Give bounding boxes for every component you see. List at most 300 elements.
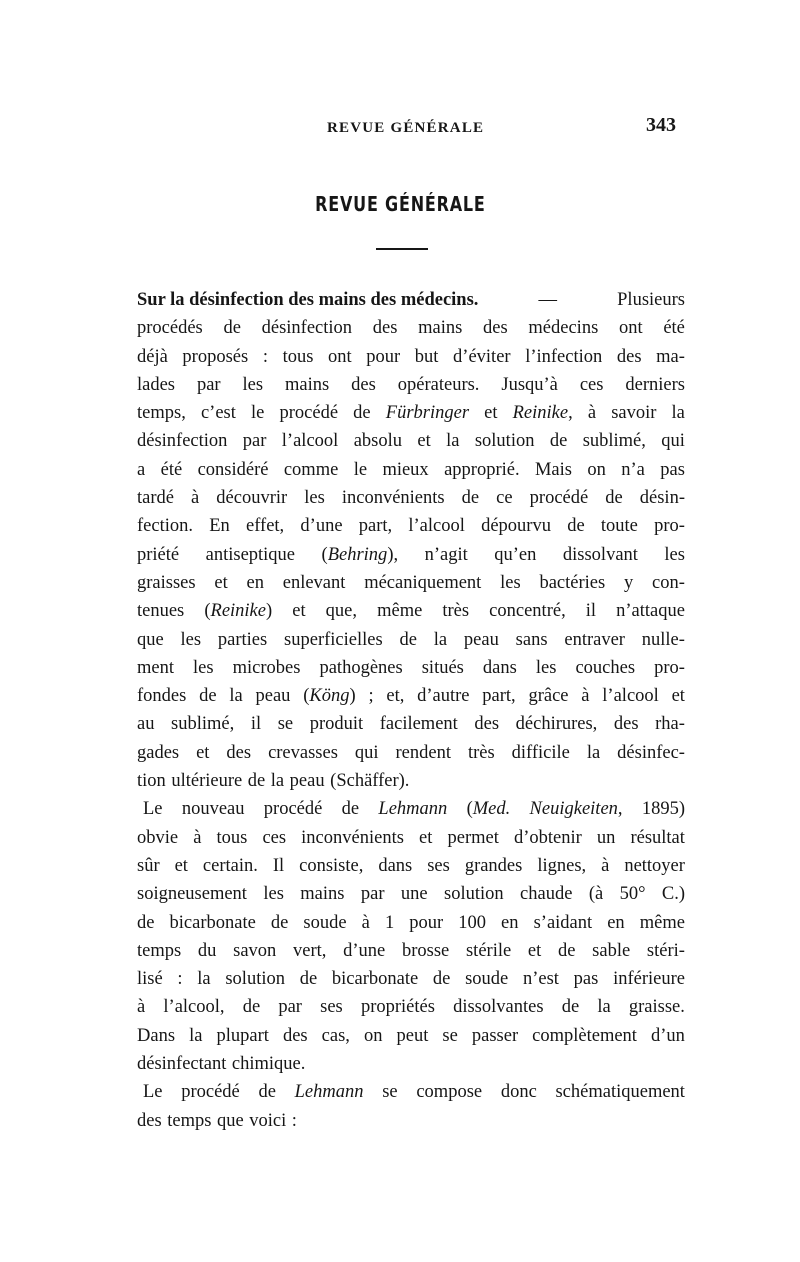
word: C.) — [661, 884, 685, 905]
word: de — [299, 969, 318, 990]
word: pas — [660, 459, 685, 480]
heading-dash: — — [538, 290, 558, 310]
word: de — [549, 431, 568, 452]
word: Lehmann — [294, 1082, 364, 1103]
text-line — [137, 314, 685, 342]
word: approprié. — [444, 459, 520, 480]
word: procédé — [279, 403, 339, 424]
word: absolu — [353, 431, 402, 452]
word: que, — [325, 601, 358, 622]
word: obvie — [137, 827, 179, 848]
text-line — [137, 343, 685, 371]
word: par — [278, 997, 302, 1018]
word: pour — [366, 346, 401, 367]
word: l’alcool — [602, 686, 659, 707]
word: 100 — [458, 912, 486, 933]
word: gades — [137, 742, 180, 763]
word: les — [193, 657, 214, 678]
article-heading: Sur la désinfection des mains des médecins. — [137, 290, 479, 310]
text-line — [137, 512, 685, 540]
word: à — [587, 403, 597, 424]
word: à — [191, 488, 200, 509]
word: part, — [482, 686, 516, 707]
word: facilement — [379, 714, 458, 735]
word: sable — [592, 940, 631, 961]
word: Lehmann — [378, 799, 448, 820]
word: : — [262, 346, 268, 367]
word: soude — [303, 912, 347, 933]
word: les — [304, 488, 325, 509]
word: d’une — [300, 516, 343, 537]
heading-rule — [376, 248, 428, 250]
word: nulle- — [641, 629, 685, 650]
word: en — [501, 912, 519, 933]
word: du — [197, 940, 217, 961]
word: de — [399, 629, 417, 650]
word: cas, — [321, 1025, 350, 1046]
word: effet, — [246, 516, 285, 537]
word: temps — [167, 1110, 212, 1131]
word: par — [360, 884, 385, 905]
word: d’un — [651, 1025, 685, 1046]
word: antiseptique — [205, 544, 296, 565]
text-line — [137, 286, 685, 314]
word: inconvénients — [301, 827, 404, 848]
word: les — [180, 629, 202, 650]
word: désinfec- — [617, 742, 685, 763]
word: difficile — [511, 742, 570, 763]
word: (Köng) — [303, 686, 356, 707]
word: très — [442, 601, 470, 622]
word: l’alcool — [281, 431, 339, 452]
word: il — [250, 714, 262, 735]
word: la — [189, 1025, 203, 1046]
word: Mais — [534, 459, 572, 480]
word: y — [623, 572, 634, 593]
word: bactéries — [539, 572, 606, 593]
word: situés — [421, 657, 464, 678]
word: tardé — [137, 488, 174, 509]
word: Neuigkeiten, — [529, 799, 623, 820]
word: entraver — [564, 629, 625, 650]
page-number: 343 — [646, 114, 676, 136]
word: les — [664, 544, 685, 565]
word: chaude — [520, 884, 573, 905]
word: tion — [137, 771, 166, 792]
word: but — [414, 346, 439, 367]
word: et — [671, 686, 685, 707]
word: mains — [285, 374, 330, 395]
word: dissolvantes — [453, 997, 544, 1018]
word: fection. — [137, 516, 193, 537]
text-line — [137, 852, 685, 880]
word: de — [432, 969, 451, 990]
word: permet — [447, 827, 499, 848]
word: tenues — [137, 601, 185, 622]
word: même — [377, 601, 423, 622]
word: schématiquement — [555, 1082, 685, 1103]
word: soude — [465, 969, 509, 990]
word: très — [467, 742, 495, 763]
word: ces — [262, 827, 287, 848]
word: nouveau — [181, 799, 245, 820]
word: part, — [358, 516, 393, 537]
text-line — [137, 1050, 685, 1078]
word: même — [639, 912, 685, 933]
word: la — [229, 686, 243, 707]
article-body — [137, 286, 685, 1135]
word: des — [282, 1025, 308, 1046]
word: plupart — [216, 1025, 269, 1046]
word: pour — [409, 912, 444, 933]
word: été — [663, 318, 685, 339]
word: la — [433, 629, 448, 650]
word: Jusqu’à — [501, 374, 558, 395]
word: désinfection — [261, 318, 353, 339]
word: n’a — [621, 459, 645, 480]
word: temps — [137, 940, 182, 961]
word: des — [483, 318, 508, 339]
word: complètement — [532, 1025, 637, 1046]
word: toute — [600, 516, 638, 537]
word: : — [177, 969, 183, 990]
text-line — [137, 909, 685, 937]
word: concentré, — [489, 601, 566, 622]
word: produit — [309, 714, 364, 735]
word: peau — [255, 686, 291, 707]
word: résultat — [630, 827, 685, 848]
word: nettoyer — [624, 855, 685, 876]
word: de — [258, 1082, 276, 1103]
word: et — [417, 431, 431, 452]
text-line — [137, 1078, 685, 1106]
word: ment — [137, 657, 174, 678]
word: comme — [283, 459, 339, 480]
word: à — [137, 997, 146, 1018]
word: parties — [217, 629, 268, 650]
word: derniers — [625, 374, 685, 395]
word: tous — [216, 827, 248, 848]
word: crevasses — [268, 742, 338, 763]
running-head — [0, 114, 800, 144]
text-line — [137, 937, 685, 965]
word: compose — [416, 1082, 483, 1103]
text-line — [137, 965, 685, 993]
word: de — [353, 403, 371, 424]
text-line — [137, 597, 685, 625]
word: et, — [386, 686, 405, 707]
word: Fürbringer — [385, 403, 470, 424]
word: les — [535, 657, 557, 678]
word: des — [474, 714, 500, 735]
text-line — [137, 1107, 685, 1135]
word: une — [400, 884, 428, 905]
text-line — [137, 541, 685, 569]
text-line — [137, 682, 685, 710]
word: découvrir — [216, 488, 288, 509]
word: déchirures, — [515, 714, 598, 735]
word: de — [223, 318, 241, 339]
word: : — [291, 1110, 297, 1131]
text-line — [137, 993, 685, 1021]
word: priété — [137, 544, 180, 565]
word: procédé — [181, 1082, 240, 1103]
word: inférieure — [613, 969, 685, 990]
word: n’agit — [424, 544, 468, 565]
word: déjà — [137, 346, 168, 367]
word: enlevant — [282, 572, 346, 593]
word: l’alcool, — [163, 997, 225, 1018]
word: savon — [233, 940, 277, 961]
text-line — [137, 880, 685, 908]
word: des — [372, 318, 398, 339]
word: et — [484, 403, 498, 424]
word: 1 — [384, 912, 395, 933]
word: (Med. — [466, 799, 511, 820]
word: de — [137, 912, 155, 933]
word: certain. — [202, 855, 258, 876]
word: dans — [482, 657, 517, 678]
word: fondes — [137, 686, 187, 707]
word: dissolvant — [562, 544, 638, 565]
word: chimique. — [231, 1054, 306, 1075]
word: se — [382, 1082, 398, 1103]
word: et — [196, 742, 210, 763]
word: ce — [496, 488, 513, 509]
word: grandes — [464, 855, 523, 876]
word: l’alcool — [408, 516, 465, 537]
word: donc — [500, 1082, 537, 1103]
word: pro- — [654, 657, 685, 678]
word: propriétés — [360, 997, 435, 1018]
word: un — [596, 827, 616, 848]
word: ses — [427, 855, 450, 876]
word: d’éviter — [453, 346, 511, 367]
word: sublimé, — [171, 714, 235, 735]
word: d’obtenir — [513, 827, 582, 848]
word: de — [567, 516, 585, 537]
word: de — [242, 997, 261, 1018]
word: Le — [143, 1082, 163, 1103]
word: ; — [368, 686, 374, 707]
word: lisé — [137, 969, 163, 990]
word: le — [251, 403, 265, 424]
word: rha- — [655, 714, 685, 735]
word: con- — [652, 572, 685, 593]
word: d’une — [343, 940, 386, 961]
text-fragment: Plusieurs — [617, 290, 685, 310]
word: à — [361, 912, 370, 933]
word: Reinike, — [512, 403, 573, 424]
text-line — [137, 371, 685, 399]
word: se — [442, 1025, 458, 1046]
word: on — [587, 459, 606, 480]
word: des — [351, 374, 376, 395]
word: ont — [618, 318, 643, 339]
word: à — [193, 827, 202, 848]
text-line — [137, 427, 685, 455]
word: et — [419, 827, 433, 848]
word: d’autre — [417, 686, 470, 707]
word: procédé — [529, 488, 589, 509]
word: brosse — [401, 940, 450, 961]
text-line — [137, 767, 685, 795]
word: procédés — [137, 318, 203, 339]
word: la — [446, 431, 460, 452]
text-line — [137, 739, 685, 767]
word: le — [353, 459, 368, 480]
word: et — [214, 572, 228, 593]
text-line — [137, 399, 685, 427]
word: et — [174, 855, 188, 876]
word: mécaniquement — [364, 572, 482, 593]
text-line — [137, 710, 685, 738]
word: 50° — [619, 884, 646, 905]
word: stérile — [465, 940, 512, 961]
word: considéré — [197, 459, 269, 480]
word: lignes, — [537, 855, 587, 876]
word: passer — [471, 1025, 519, 1046]
word: mains — [300, 884, 345, 905]
word: Dans — [137, 1025, 176, 1046]
word: s’aidant — [533, 912, 593, 933]
word: solution — [444, 884, 504, 905]
word: peau — [463, 629, 499, 650]
word: opérateurs. — [397, 374, 480, 395]
word: de — [461, 488, 480, 509]
word: tous — [282, 346, 314, 367]
word: grâce — [528, 686, 569, 707]
text-line — [137, 569, 685, 597]
word: en — [246, 572, 264, 593]
word: la — [597, 997, 611, 1018]
word: bicarbonate — [331, 969, 419, 990]
word: la — [197, 969, 211, 990]
word: qui — [661, 431, 685, 452]
word: les — [500, 572, 521, 593]
word: lades — [137, 374, 176, 395]
word: désinfectant — [137, 1054, 227, 1075]
word: (Schäffer). — [330, 771, 410, 792]
word: Le — [143, 799, 163, 820]
word: on — [363, 1025, 383, 1046]
word: vert, — [293, 940, 327, 961]
text-line — [137, 824, 685, 852]
word: ses — [320, 997, 343, 1018]
word: l’infection — [525, 346, 603, 367]
word: des — [137, 1110, 162, 1131]
word: de — [270, 912, 289, 933]
word: mains — [418, 318, 463, 339]
word: à — [601, 855, 610, 876]
word: graisse. — [628, 997, 685, 1018]
word: solution — [225, 969, 285, 990]
word: de — [199, 686, 217, 707]
word: ont — [328, 346, 352, 367]
article-lines — [137, 314, 685, 1135]
word: (Reinike) — [204, 601, 273, 622]
word: rendent — [395, 742, 451, 763]
word: temps, — [137, 403, 186, 424]
word: 1895) — [641, 799, 685, 820]
word: pas — [573, 969, 599, 990]
word: médecins — [528, 318, 599, 339]
word: la — [270, 771, 285, 792]
word: par — [196, 374, 221, 395]
word: de — [561, 997, 580, 1018]
word: de — [605, 488, 623, 509]
word: inconvénients — [341, 488, 445, 509]
word: peut — [396, 1025, 429, 1046]
running-title: REVUE GÉNÉRALE — [327, 120, 485, 136]
word: procédé — [263, 799, 323, 820]
word: désin- — [639, 488, 685, 509]
word: au — [137, 714, 155, 735]
word: c’est — [200, 403, 236, 424]
text-line — [137, 795, 685, 823]
word: pathogènes — [319, 657, 403, 678]
word: (à — [588, 884, 604, 905]
word: désinfection — [137, 431, 228, 452]
word: les — [263, 884, 284, 905]
word: n’est — [522, 969, 559, 990]
word: que — [137, 629, 164, 650]
word: qui — [354, 742, 379, 763]
word: se — [277, 714, 294, 735]
word: proposés — [182, 346, 249, 367]
text-line — [137, 456, 685, 484]
word: en — [607, 912, 625, 933]
word: ma- — [656, 346, 685, 367]
word: il — [585, 601, 597, 622]
word: des — [616, 346, 642, 367]
word: microbes — [232, 657, 301, 678]
word: n’attaque — [616, 601, 685, 622]
word: les — [242, 374, 264, 395]
word: dépourvu — [481, 516, 551, 537]
word: de — [247, 771, 266, 792]
word: savoir — [611, 403, 657, 424]
word: ultérieure — [171, 771, 243, 792]
word: des — [613, 714, 639, 735]
word: des — [226, 742, 252, 763]
word: qu’en — [494, 544, 537, 565]
word: et — [292, 601, 306, 622]
word: pro- — [654, 516, 685, 537]
word: ces — [579, 374, 604, 395]
word: la — [671, 403, 685, 424]
word: stéri- — [646, 940, 685, 961]
word: peau — [289, 771, 325, 792]
word: Il — [272, 855, 285, 876]
word: de — [341, 799, 360, 820]
word: consiste, — [299, 855, 364, 876]
word: voici — [249, 1110, 287, 1131]
word: couches — [575, 657, 636, 678]
word: à — [581, 686, 590, 707]
section-heading: REVUE GÉNÉRALE — [315, 192, 486, 216]
word: sublimé, — [582, 431, 646, 452]
word: été — [160, 459, 183, 480]
word: sûr — [137, 855, 160, 876]
text-line — [137, 654, 685, 682]
word: et — [527, 940, 542, 961]
word: dans — [378, 855, 413, 876]
text-line — [137, 1022, 685, 1050]
word: soigneusement — [137, 884, 247, 905]
text-line — [137, 484, 685, 512]
word: En — [209, 516, 230, 537]
